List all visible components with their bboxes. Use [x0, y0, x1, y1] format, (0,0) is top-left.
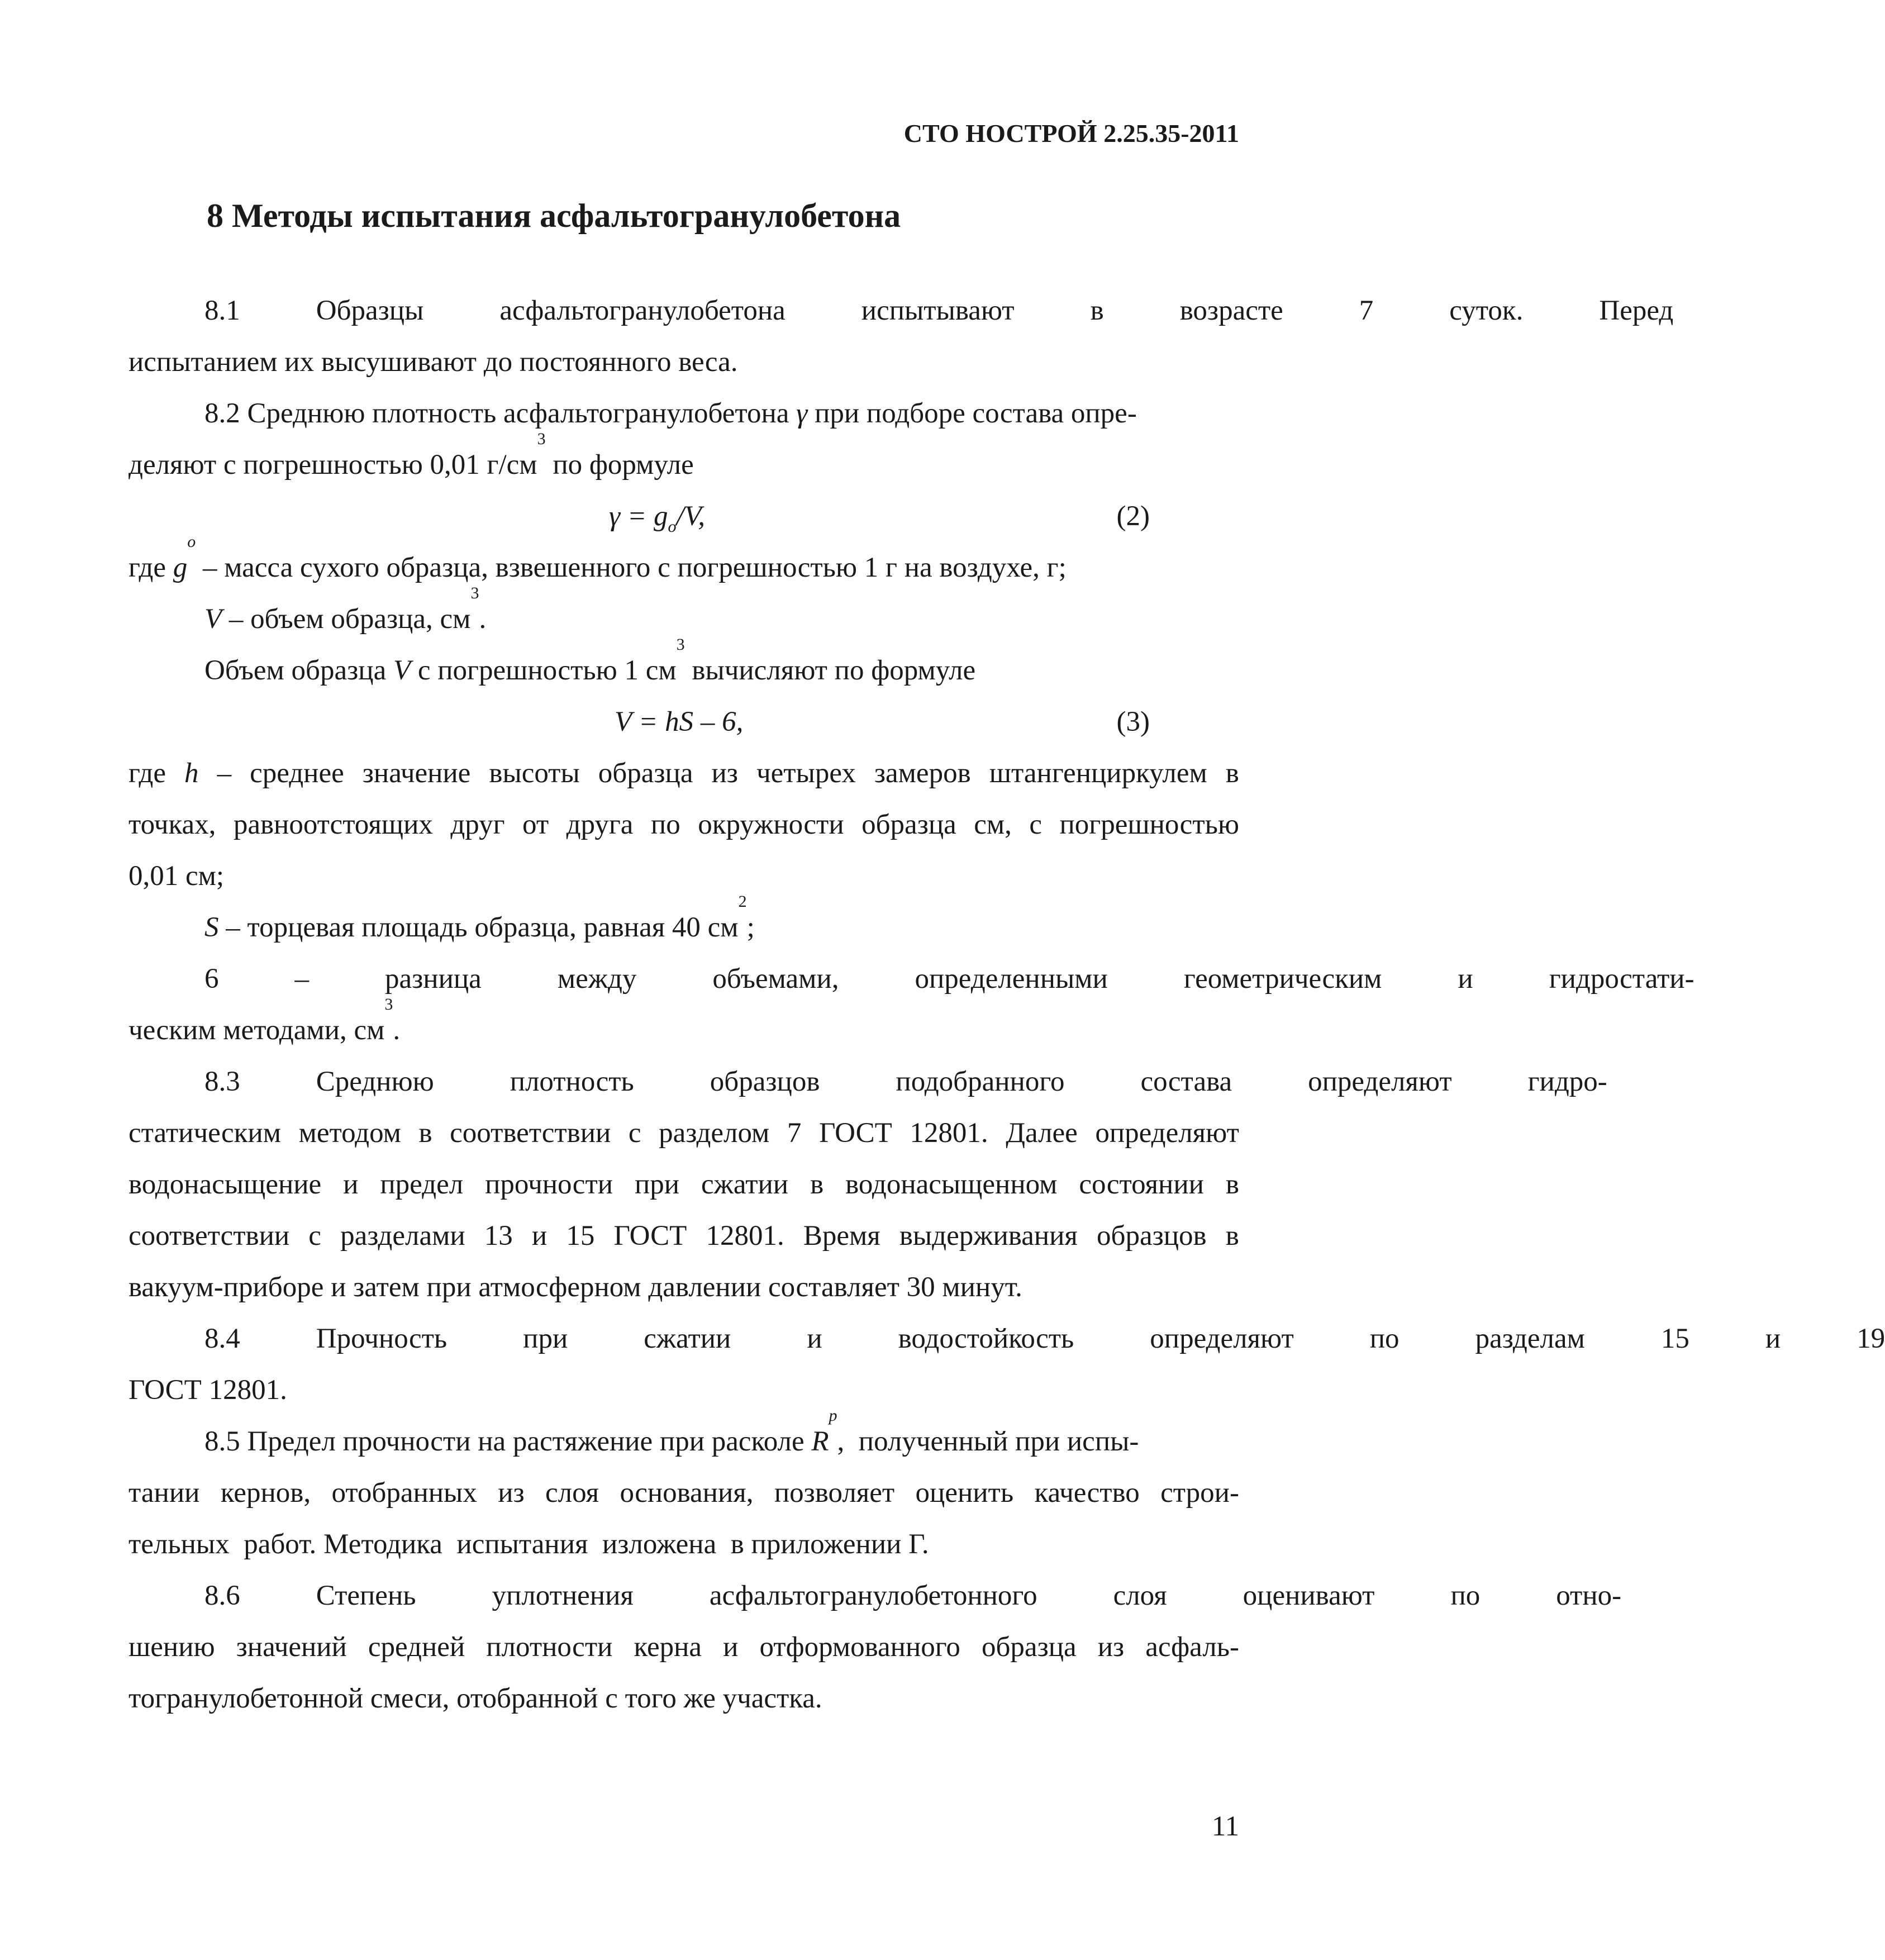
word: испытывают — [861, 295, 1015, 326]
word: разделами — [340, 1220, 465, 1252]
paragraph-8-6-line-3: тогранулобетонной смеси, отобранной с того же участка. — [128, 1683, 822, 1714]
word: с — [1029, 809, 1043, 840]
text-segment: 8.2 Среднюю плотность асфальтогранулобетона — [204, 398, 797, 429]
text-segment: – масса сухого образца, взвешенного с погрешностью 1 г на воздухе, г; — [196, 552, 1067, 583]
word: ГОСТ — [613, 1220, 687, 1252]
paragraph-8-4-line-1 — [128, 1313, 1885, 1364]
text-segment: – торцевая площадь образца, равная 40 см — [218, 912, 739, 943]
word: с — [628, 1117, 641, 1149]
word: в — [1225, 1169, 1239, 1200]
word: выдерживания — [899, 1220, 1078, 1252]
text-segment: с погрешностью 1 см — [411, 655, 677, 686]
word: отно- — [1556, 1580, 1622, 1611]
word: тании — [128, 1477, 200, 1509]
word: шению — [128, 1631, 215, 1663]
paragraph-8-5-line-3: тельных работ. Методика испытания изложена в приложении Г. — [128, 1529, 929, 1560]
word: – — [294, 963, 309, 995]
definition-h-line-2 — [128, 799, 1239, 850]
text-segment: . — [393, 1015, 401, 1046]
section-title: 8 Методы испытания асфальтогранулобетона — [207, 197, 901, 234]
word: от — [522, 809, 549, 840]
word: между — [557, 963, 637, 995]
word: 15 — [1660, 1323, 1689, 1354]
word: позволяет — [774, 1477, 895, 1509]
variable-r: R — [811, 1426, 829, 1457]
word: равноотстоящих — [233, 809, 433, 840]
word: по — [1450, 1580, 1481, 1611]
word: в — [810, 1169, 824, 1200]
word: и — [531, 1220, 548, 1252]
word: друга — [566, 809, 634, 840]
text-segment: по формуле — [545, 449, 694, 481]
word: строи- — [1160, 1477, 1239, 1509]
definition-6-line-2 — [128, 995, 1239, 1056]
word: см, — [974, 809, 1012, 840]
word: в — [1225, 1220, 1239, 1252]
word: h — [184, 758, 199, 789]
word: с — [308, 1220, 321, 1252]
paragraph-8-1-line-1 — [128, 285, 1674, 336]
superscript: 3 — [676, 635, 685, 654]
word: 12801. — [706, 1220, 784, 1252]
word: возрасте — [1179, 295, 1283, 326]
paragraph-8-6-line-1 — [128, 1570, 1622, 1621]
word: оценивают — [1243, 1580, 1375, 1611]
word: Образцы — [316, 295, 424, 326]
text-segment: ческим методами, см — [128, 1015, 385, 1046]
word: образца — [598, 758, 693, 789]
word: Далее — [1006, 1117, 1078, 1149]
variable-g: g — [173, 552, 188, 583]
word: и — [1458, 963, 1473, 995]
word: статическим — [128, 1117, 281, 1149]
word: из — [498, 1477, 525, 1509]
word: средней — [368, 1631, 465, 1663]
word: состоянии — [1079, 1169, 1204, 1200]
text-segment: γ = g — [609, 501, 668, 532]
word: качество — [1034, 1477, 1140, 1509]
word: в — [1090, 295, 1104, 326]
word: определяют — [1095, 1117, 1239, 1149]
definition-6-line-1 — [128, 953, 1694, 1005]
text-segment: /V, — [676, 501, 706, 532]
definition-s — [128, 892, 1239, 953]
definition-g — [128, 532, 1239, 593]
word: ГОСТ — [818, 1117, 892, 1149]
word: значение — [362, 758, 471, 789]
word: погрешностью — [1059, 809, 1239, 840]
text-segment: Объем образца — [204, 655, 393, 686]
document-header: СТО НОСТРОЙ 2.25.35-2011 — [903, 119, 1239, 148]
word: образца — [861, 809, 956, 840]
text-segment: при подборе состава опре- — [807, 398, 1137, 429]
word: и — [723, 1631, 739, 1663]
text-segment: 8.5 Предел прочности на растяжение при расколе — [204, 1426, 812, 1457]
word: соответствии — [128, 1220, 290, 1252]
paragraph-8-1-line-2: испытанием их высушивают до постоянного веса. — [128, 346, 738, 378]
word: среднее — [250, 758, 344, 789]
word: и — [343, 1169, 359, 1200]
word: водонасыщенном — [845, 1169, 1058, 1200]
word: геометрическим — [1183, 963, 1382, 995]
word: Степень — [316, 1580, 416, 1611]
word: 8.4 — [204, 1323, 240, 1354]
word: 15 — [566, 1220, 595, 1252]
variable-gamma: γ — [796, 398, 808, 429]
word: гидростати- — [1549, 963, 1694, 995]
word: гидро- — [1527, 1066, 1607, 1097]
formula-3-number: (3) — [1116, 706, 1150, 738]
word: в — [418, 1117, 432, 1149]
word: слоя — [1113, 1580, 1167, 1611]
paragraph-8-3-line-2 — [128, 1107, 1239, 1159]
superscript: 3 — [537, 430, 546, 448]
word: образца — [981, 1631, 1077, 1663]
text-segment: деляют с погрешностью 0,01 г/см — [128, 449, 537, 481]
word: подобранного — [896, 1066, 1065, 1097]
word: водостойкость — [898, 1323, 1074, 1354]
word: при — [523, 1323, 568, 1354]
variable-v: V — [204, 603, 222, 635]
word: соответствии — [450, 1117, 611, 1149]
definition-h-line-3: 0,01 см; — [128, 860, 225, 892]
paragraph-8-5-line-1 — [128, 1406, 1239, 1467]
paragraph-8-3-line-5: вакуум-приборе и затем при атмосферном давлении составляет 30 минут. — [128, 1272, 1022, 1303]
word: 7 — [1359, 295, 1374, 326]
word: определенными — [915, 963, 1108, 995]
superscript: 3 — [470, 584, 479, 602]
word: образцов — [710, 1066, 820, 1097]
word: водонасыщение — [128, 1169, 322, 1200]
text-segment: вычисляют по формуле — [684, 655, 976, 686]
superscript: 3 — [384, 995, 393, 1014]
word: Время — [803, 1220, 880, 1252]
word: прочности — [485, 1169, 613, 1200]
document-body — [128, 285, 1885, 1724]
word: разделам — [1475, 1323, 1585, 1354]
word: где — [128, 758, 166, 789]
superscript: 2 — [738, 892, 747, 911]
word: объемами, — [712, 963, 839, 995]
word: сжатии — [701, 1169, 789, 1200]
word: определяют — [1150, 1323, 1294, 1354]
word: Среднюю — [316, 1066, 434, 1097]
word: образцов — [1097, 1220, 1207, 1252]
word: 8.6 — [204, 1580, 240, 1611]
word: плотность — [510, 1066, 634, 1097]
word: 7 — [787, 1117, 802, 1149]
formula-3 — [128, 696, 1239, 748]
text-segment: – объем образца, см — [222, 603, 471, 635]
word: 8.1 — [204, 295, 240, 326]
word: определяют — [1308, 1066, 1452, 1097]
word: отобранных — [331, 1477, 477, 1509]
word: оценить — [915, 1477, 1014, 1509]
word: 12801. — [910, 1117, 988, 1149]
text-segment: ; — [746, 912, 755, 943]
subscript: o — [187, 532, 196, 551]
word: разница — [385, 963, 482, 995]
word: слоя — [545, 1477, 599, 1509]
page-number: 11 — [1211, 1811, 1239, 1842]
word: – — [217, 758, 232, 789]
variable-s: S — [204, 912, 219, 943]
formula-2-expression — [609, 491, 705, 542]
word: основания, — [620, 1477, 754, 1509]
formula-2-number: (2) — [1116, 501, 1150, 532]
word: асфаль- — [1145, 1631, 1239, 1663]
word: по — [1369, 1323, 1400, 1354]
word: Перед — [1599, 295, 1674, 326]
subscript: o — [668, 517, 677, 536]
word: сжатии — [644, 1323, 731, 1354]
word: плотности — [486, 1631, 613, 1663]
paragraph-8-2-line-1 — [128, 388, 1239, 439]
word: уплотнения — [492, 1580, 634, 1611]
volume-intro — [128, 635, 1239, 696]
word: суток. — [1449, 295, 1524, 326]
word: при — [634, 1169, 680, 1200]
word: разделом — [659, 1117, 770, 1149]
word: высоты — [489, 758, 580, 789]
word: и — [1765, 1323, 1781, 1354]
word: 19 — [1857, 1323, 1885, 1354]
paragraph-8-3-line-3 — [128, 1159, 1239, 1210]
word: 13 — [484, 1220, 513, 1252]
word: точках, — [128, 809, 216, 840]
subscript: p — [829, 1406, 837, 1425]
word: четырех — [756, 758, 856, 789]
word: кернов, — [220, 1477, 311, 1509]
word: окружности — [698, 809, 844, 840]
word: асфальтогранулобетона — [499, 295, 786, 326]
word: друг — [450, 809, 505, 840]
word: штангенциркулем — [989, 758, 1207, 789]
variable-v: V — [393, 655, 411, 686]
definition-h-line-1 — [128, 748, 1239, 799]
word: керна — [634, 1631, 702, 1663]
paragraph-8-3-line-4 — [128, 1210, 1239, 1262]
text-segment: , полученный при испы- — [837, 1426, 1139, 1457]
word: отформованного — [759, 1631, 960, 1663]
word: в — [1225, 758, 1239, 789]
word: по — [650, 809, 680, 840]
paragraph-8-6-line-2 — [128, 1621, 1239, 1673]
paragraph-8-2-line-2 — [128, 430, 1239, 491]
paragraph-8-3-line-1 — [128, 1056, 1607, 1107]
text-segment: где — [128, 552, 173, 583]
word: 8.3 — [204, 1066, 240, 1097]
text-segment: . — [479, 603, 487, 635]
formula-3-expression: V = hS – 6, — [615, 706, 744, 738]
word: значений — [236, 1631, 347, 1663]
word: 6 — [204, 963, 219, 995]
paragraph-8-4-line-2: ГОСТ 12801. — [128, 1374, 287, 1406]
paragraph-8-5-line-2 — [128, 1467, 1239, 1519]
word: замеров — [874, 758, 971, 789]
word: методом — [298, 1117, 401, 1149]
word: из — [1097, 1631, 1125, 1663]
word: асфальтогранулобетонного — [709, 1580, 1037, 1611]
word: и — [807, 1323, 822, 1354]
formula-2 — [128, 491, 1239, 542]
word: из — [711, 758, 738, 789]
word: состава — [1140, 1066, 1232, 1097]
word: предел — [380, 1169, 464, 1200]
word: Прочность — [316, 1323, 448, 1354]
